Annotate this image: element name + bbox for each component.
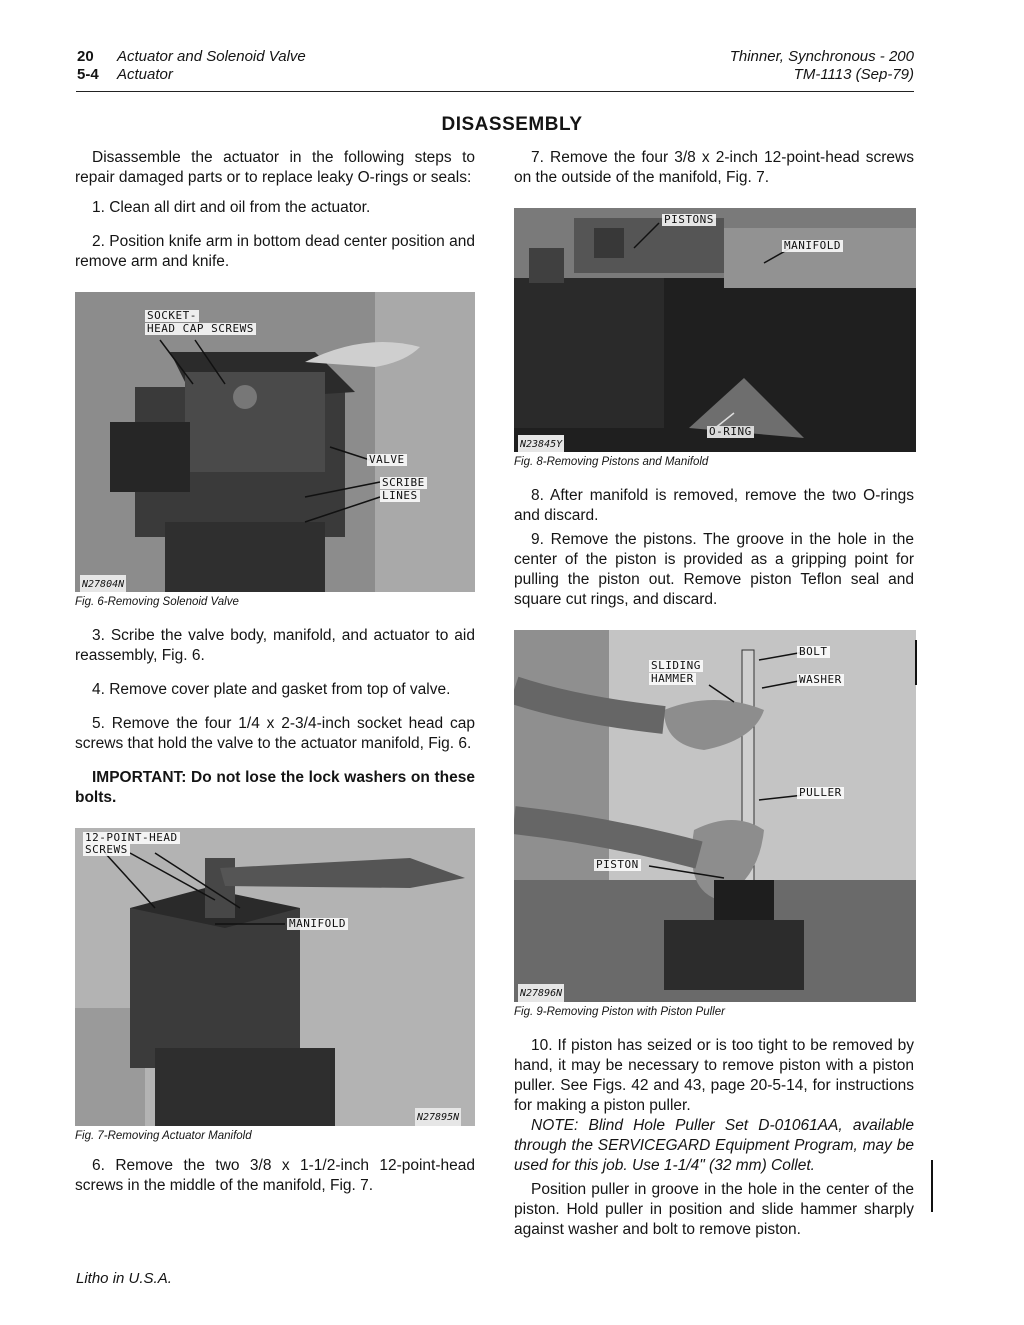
fig6-label-socket: SOCKET- [147,309,197,322]
fig9-photo-tag: N27896N [518,984,564,1002]
revision-bar-top [915,640,917,685]
figure-6-caption: Fig. 6-Removing Solenoid Valve [75,596,239,608]
figure-6-illustration [75,292,475,592]
step-3: 3. Scribe the valve body, manifold, and actuator to aid reassembly, Fig. 6. [75,627,475,664]
fig7-photo-tag: N27895N [415,1108,461,1126]
subsection-title: Actuator [117,66,173,83]
fig8-label-o-ring: O-RING [709,425,752,438]
step-9: 9. Remove the pistons. The groove in the hole in the center of the piston is provided as a gripping point for pulling the piston out. Remove piston Teflon seal and square cut rings, and discard. [514,531,914,608]
step-7: 7. Remove the four 3/8 x 2-inch 12-point-head screws on the outside of the manifold, Fig. 7. [514,149,914,186]
page-header-right [730,48,914,84]
step-2: 2. Position knife arm in bottom dead center position and remove arm and knife. [75,233,475,270]
figure-9-photo [514,630,916,1002]
step-5: 5. Remove the four 1/4 x 2-3/4-inch socket head cap screws that hold the valve to the actuator manifold, Fig. 6. [75,715,475,752]
revision-bar-note [931,1160,933,1212]
fig8-label-pistons: PISTONS [664,213,714,226]
fig6-label-lines: LINES [382,489,418,502]
important-note: IMPORTANT: Do not lose the lock washers on these bolts. [75,769,475,806]
equipment-note: NOTE: Blind Hole Puller Set D-01061AA, available through the SERVICEGARD Equipment Program, may be used for this job. Use 1-1/4" (32 mm) Collet. [514,1117,914,1174]
fig7-label-manifold: MANIFOLD [289,917,346,930]
intro-paragraph: Disassemble the actuator in the following steps to repair damaged parts or to replace leaky O-rings or seals: [75,149,475,186]
step-10: 10. If piston has seized or is too tight to be removed by hand, it may be necessary to remove piston with a piston puller. See Figs. 42 and 43, page 20-5-14, for instructions for making a piston puller. [514,1037,914,1114]
step-8: 8. After manifold is removed, remove the two O-rings and discard. [514,487,914,524]
manual-title: Thinner, Synchronous - 200 [729,48,914,65]
fig9-label-piston: PISTON [596,858,639,871]
manual-code: TM-1113 (Sep-79) [793,66,914,83]
section-title: Actuator and Solenoid Valve [117,48,306,65]
page-footer: Litho in U.S.A. [76,1270,172,1287]
section-number: 5-4 [77,66,99,83]
figure-7-illustration [75,828,475,1126]
fig9-label-sliding: SLIDING [651,659,701,672]
fig7-label-12-point-head: 12-POINT-HEAD [85,831,178,844]
fig9-label-bolt: BOLT [799,645,828,658]
figure-7-caption: Fig. 7-Removing Actuator Manifold [75,1130,252,1142]
fig7-label-screws: SCREWS [85,843,128,856]
figure-8-photo [514,208,916,452]
figure-9-caption: Fig. 9-Removing Piston with Piston Puller [514,1006,725,1018]
figure-9-illustration [514,630,916,1002]
fig6-photo-tag: N27804N [80,575,126,592]
figure-8-caption: Fig. 8-Removing Pistons and Manifold [514,456,709,468]
fig6-label-valve: VALVE [369,453,405,466]
step-4: 4. Remove cover plate and gasket from top of valve. [92,681,451,698]
final-instruction: Position puller in groove in the hole in the center of the piston. Hold puller in position and slide hammer sharply against washer and bolt to remove piston. [514,1181,914,1238]
header-rule [76,91,914,92]
fig9-label-washer: WASHER [799,673,842,686]
step-1: 1. Clean all dirt and oil from the actuator. [92,199,371,216]
fig8-label-manifold: MANIFOLD [784,239,841,252]
fig9-label-puller: PULLER [799,786,842,799]
fig8-photo-tag: N23845Y [518,435,564,452]
fig6-label-head-cap-screws: HEAD CAP SCREWS [147,322,254,335]
page-number: 20 [77,48,94,65]
fig9-label-hammer: HAMMER [651,672,694,685]
fig6-label-scribe: SCRIBE [382,476,425,489]
figure-7-photo [75,828,475,1126]
step-6: 6. Remove the two 3/8 x 1-1/2-inch 12-point-head screws in the middle of the manifold, Fig. 7. [75,1157,475,1194]
page-header-left [77,48,306,84]
page-title: DISASSEMBLY [441,114,583,135]
right-column [514,148,914,1240]
left-column [75,148,475,1196]
figure-6-photo [75,292,475,592]
figure-8-illustration [514,208,916,452]
